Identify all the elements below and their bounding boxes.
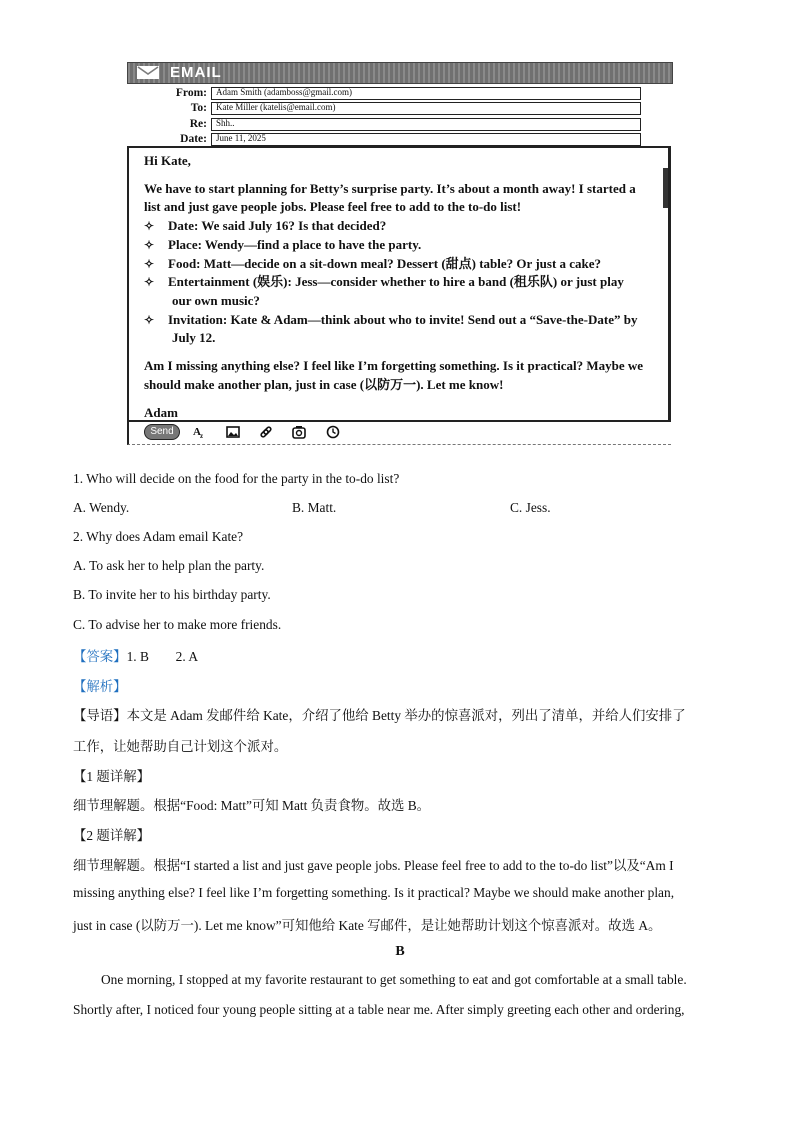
section-b-title: B	[395, 944, 405, 959]
to-row	[127, 102, 671, 115]
todo-item-entertainment: ✧ Entertainment (娱乐): Jess—consider whether to hire a band (租乐队) or just play our own music?	[144, 274, 624, 308]
detail-2-line-1: 细节理解题。根据“I started a list and just gave people jobs. Please feel free to add to the to-do list”以及“Am I	[73, 858, 674, 873]
star-bullet-icon: ✧	[144, 237, 155, 252]
detail-2-line-3: just in case (以防万一). Let me know”可知他给 Kate 写邮件，是让她帮助计划这个惊喜派对。故选 A。	[73, 918, 662, 933]
detail-1-tag: 【1 题详解】	[73, 769, 150, 784]
email-signature: Adam	[144, 405, 178, 421]
date-label: Date:	[180, 133, 207, 145]
font-icon[interactable]	[193, 425, 207, 439]
question-1-stem: 1. Who will decide on the food for the party in the to-do list?	[73, 471, 400, 486]
to-field[interactable]	[211, 102, 641, 115]
clock-icon[interactable]	[326, 425, 340, 439]
star-bullet-icon: ✧	[144, 256, 155, 271]
detail-2-line-2: missing anything else? I feel like I’m forgetting something. Is it practical? Maybe we should make another plan,	[73, 885, 675, 900]
email-title: EMAIL	[170, 64, 222, 81]
intro-tag: 【导语】	[73, 708, 127, 723]
from-field[interactable]	[211, 87, 641, 100]
send-button[interactable]: Send	[144, 424, 180, 440]
passage-b-line-2: Shortly after, I noticed four young people sitting at a table near me. After simply greeting each other and ordering,	[73, 1002, 685, 1017]
answer-text: 1. B 2. A	[126, 649, 198, 664]
passage-b-line-1: One morning, I stopped at my favorite restaurant to get something to eat and got comfortable at a small table.	[101, 972, 687, 987]
from-value: Adam Smith (adamboss@gmail.com)	[216, 87, 353, 97]
link-icon[interactable]	[259, 425, 273, 439]
re-label: Re:	[189, 118, 207, 130]
svg-text:A: A	[193, 426, 201, 438]
re-row	[127, 118, 671, 131]
envelope-icon	[137, 66, 159, 79]
answer-tag: 【答案】	[73, 649, 127, 664]
from-label: From:	[175, 87, 207, 99]
todo-item-food: ✧ Food: Matt—decide on a sit-down meal? Dessert (甜点) table? Or just a cake?	[144, 255, 644, 274]
subject-field[interactable]	[211, 118, 641, 131]
email-header-bar	[127, 62, 673, 84]
q2-option-c[interactable]: C. To advise her to make more friends.	[73, 617, 282, 632]
analysis-heading	[73, 676, 127, 695]
date-row	[127, 133, 671, 146]
svg-text:z: z	[200, 432, 204, 439]
email-scrollbar[interactable]	[663, 168, 668, 208]
intro-line-1: 【导语】本文是 Adam 发邮件给 Kate，介绍了他给 Betty 举办的惊喜派对，列出了清单，并给人们安排了	[73, 708, 686, 723]
image-icon[interactable]	[226, 425, 240, 439]
intro-line-2: 工作，让她帮助自己计划这个派对。	[73, 739, 288, 754]
todo-item-date: ✧ Date: We said July 16? Is that decided?	[144, 217, 644, 236]
date-value: June 11, 2025	[216, 133, 266, 143]
analysis-tag: 【解析】	[73, 679, 127, 694]
camera-icon[interactable]	[292, 425, 306, 439]
star-bullet-icon: ✧	[144, 275, 155, 290]
email-body[interactable]	[127, 146, 671, 422]
to-label: To:	[190, 102, 207, 114]
todo-item-place: ✧ Place: Wendy—find a place to have the party.	[144, 236, 644, 255]
date-field[interactable]	[211, 133, 641, 146]
email-paragraph-2: Am I missing anything else? I feel like I’m forgetting something. Is it practical? Maybe we should make another plan, just in case (以防万一). Let me know!	[144, 358, 644, 392]
q1-option-b[interactable]: B. Matt.	[292, 500, 337, 515]
from-row	[127, 87, 671, 100]
question-2-stem: 2. Why does Adam email Kate?	[73, 529, 244, 544]
q2-option-b[interactable]: B. To invite her to his birthday party.	[73, 587, 271, 602]
email-paragraph-1: We have to start planning for Betty’s surprise party. It’s about a month away! I started a list and just gave people jobs. Please feel free to add to the to-do list!	[144, 180, 636, 215]
q1-option-c[interactable]: C. Jess.	[510, 500, 551, 515]
detail-2-tag: 【2 题详解】	[73, 828, 150, 843]
star-bullet-icon: ✧	[144, 312, 155, 327]
to-value: Kate Miller (katelis@email.com)	[216, 102, 336, 112]
q2-option-a[interactable]: A. To ask her to help plan the party.	[73, 558, 265, 573]
answer-line	[73, 646, 198, 665]
re-value: Shh..	[216, 118, 235, 128]
todo-item-invitation: ✧ Invitation: Kate & Adam—think about who to invite! Send out a “Save-the-Date” by July 12.	[144, 311, 638, 346]
q1-option-a[interactable]: A. Wendy.	[73, 500, 130, 515]
email-figure	[127, 62, 673, 446]
email-greeting: Hi Kate,	[144, 153, 191, 168]
detail-1-text: 细节理解题。根据“Food: Matt”可知 Matt 负责食物。故选 B。	[73, 798, 431, 813]
star-bullet-icon: ✧	[144, 219, 155, 234]
email-body-text	[144, 148, 644, 423]
email-toolbar	[127, 418, 671, 445]
